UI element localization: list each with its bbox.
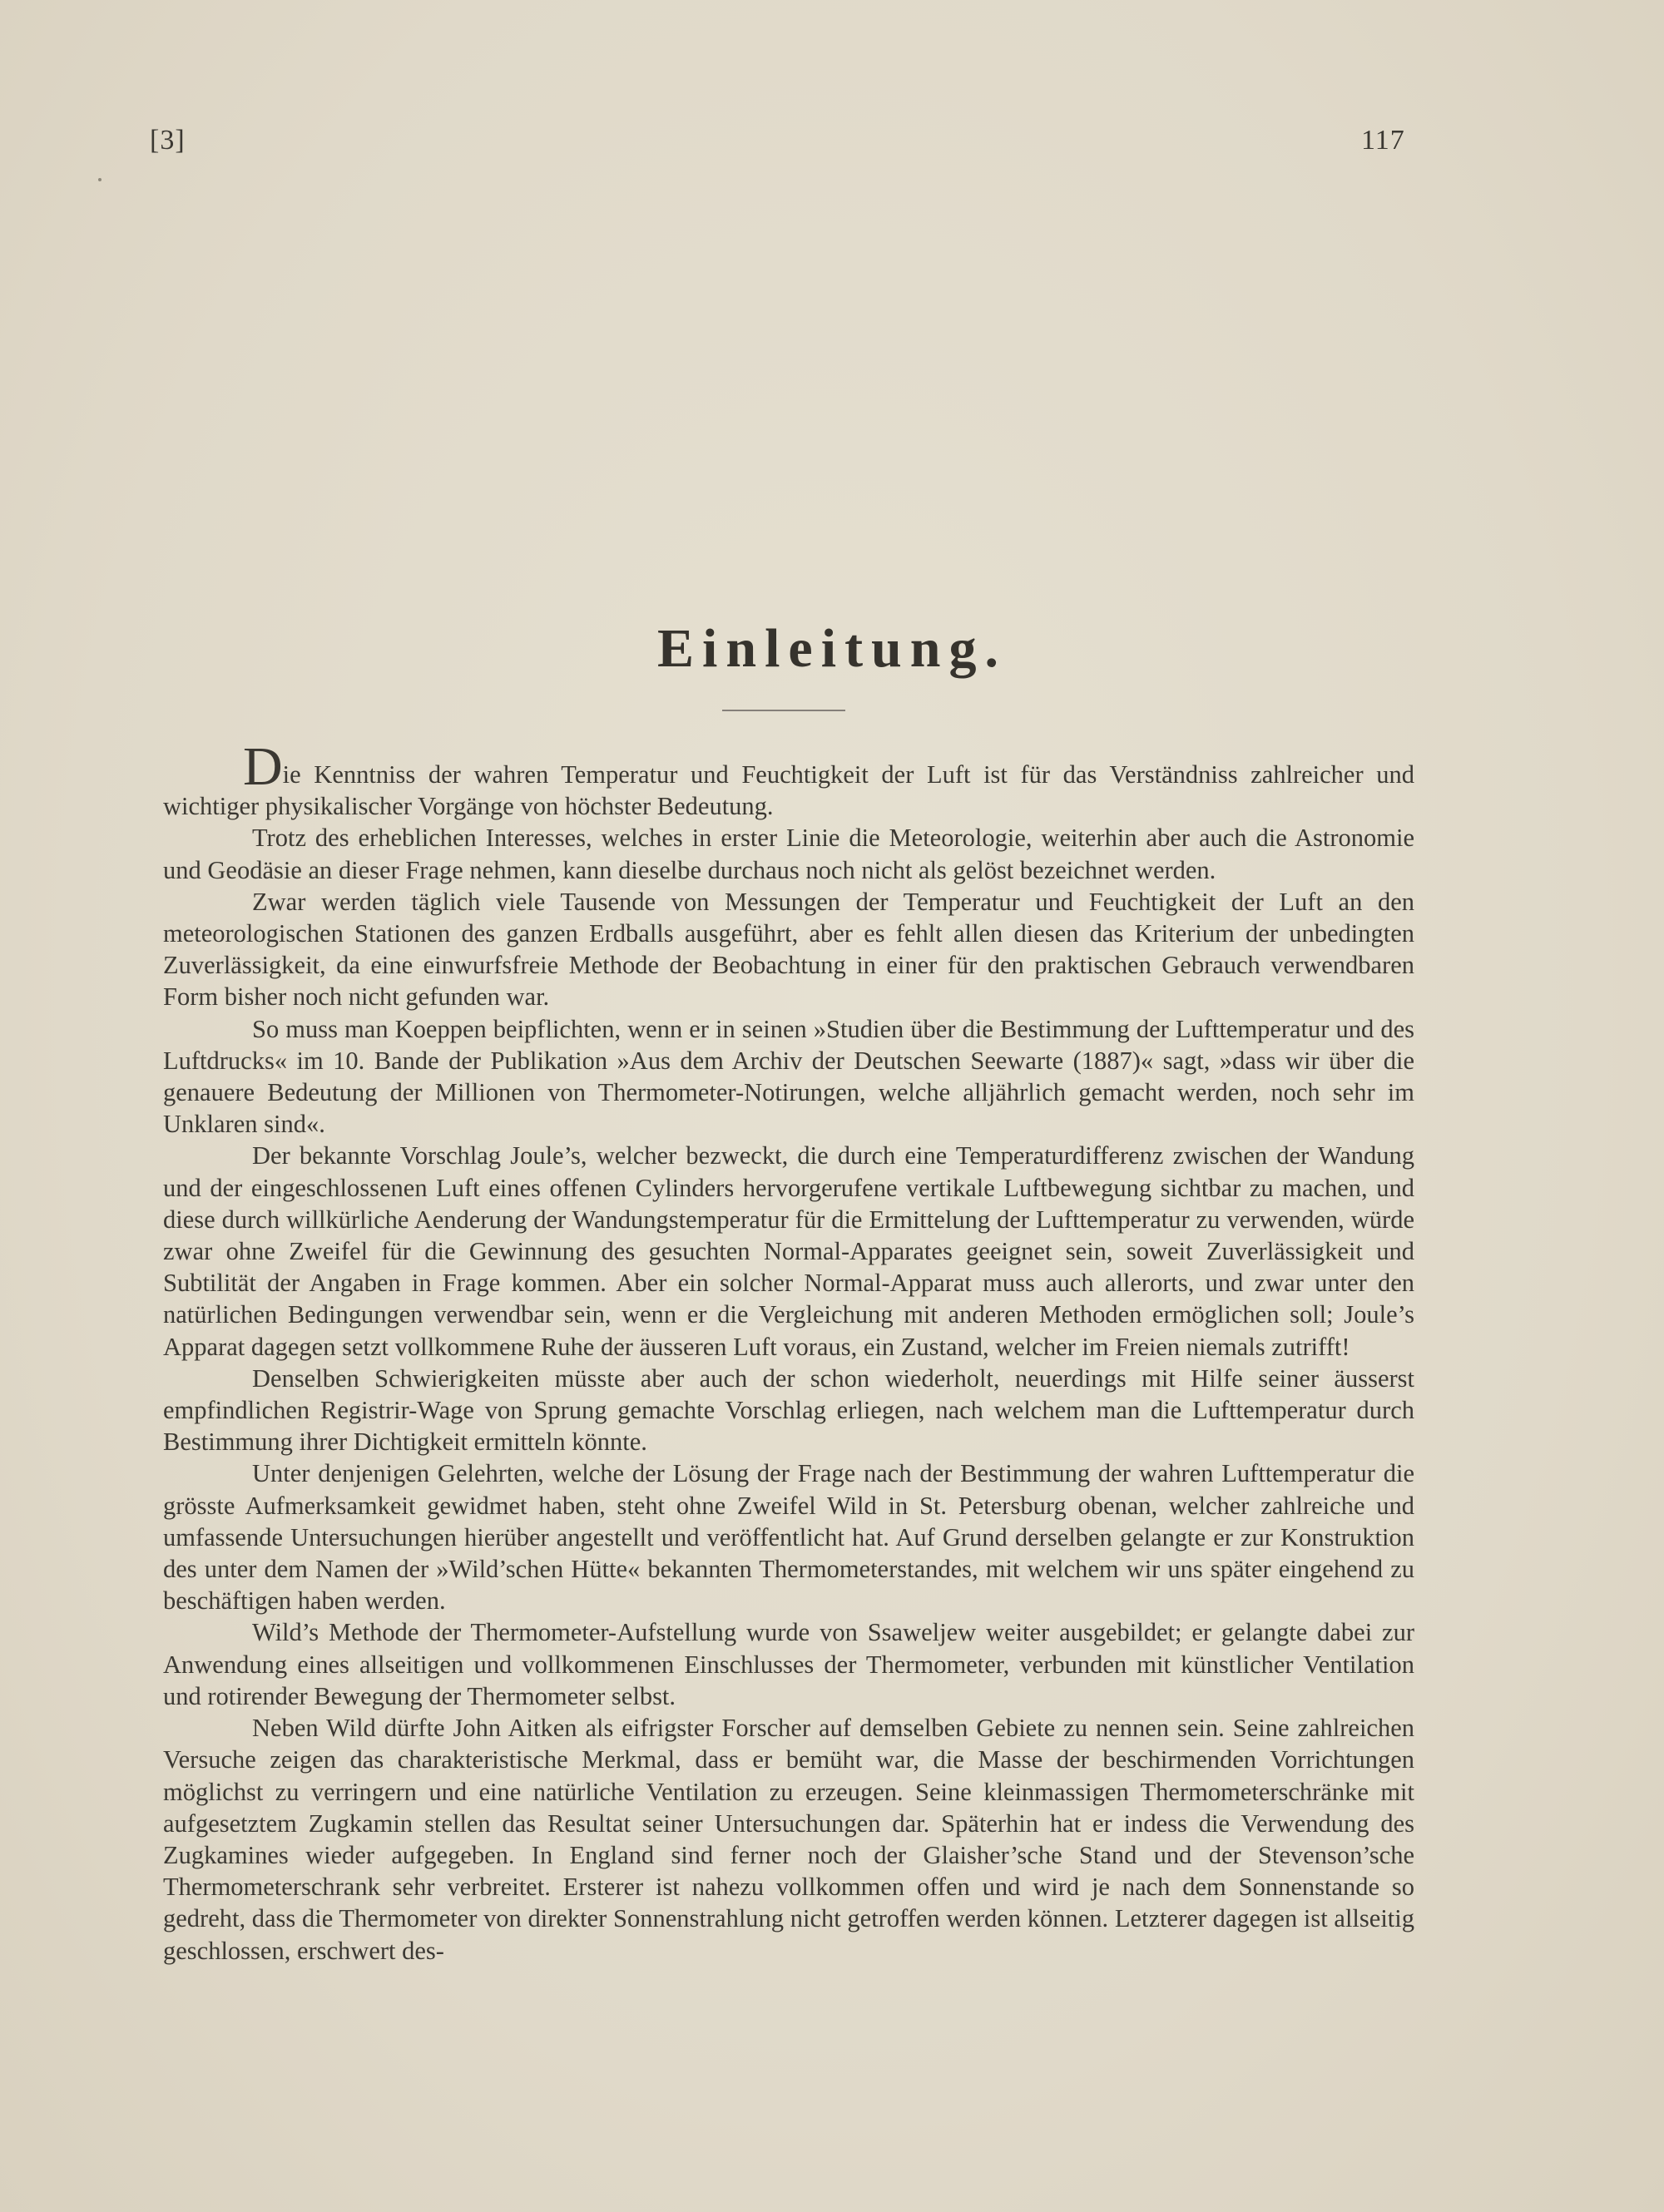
paragraph	[163, 736, 1414, 822]
paragraph: Unter denjenigen Gelehrten, welche der Lösung der Frage nach der Bestimmung der wahren Lufttemperatur die grösste Aufmerksamkeit gewidmet haben, steht ohne Zweifel Wild in St. Petersburg obenan, welcher zahlreiche und umfassende Untersuchungen hierüber angestellt und veröffentlicht hat. Auf Grund derselben gelangte er zur Konstruktion des unter dem Namen der »Wild’schen Hütte« bekannten Thermometerstandes, mit welchem wir uns später eingehend zu beschäftigen haben werden.	[163, 1459, 1414, 1616]
page-number: 117	[1361, 125, 1405, 156]
chapter-title: Einleitung.	[657, 618, 1007, 679]
title-rule	[722, 710, 845, 711]
paragraph: Neben Wild dürfte John Aitken als eifrigster Forscher auf demselben Gebiete zu nennen sein. Seine zahlreichen Versuche zeigen das charakteristische Merkmal, dass er bemüht war, die Masse der beschirmenden Vorrichtungen möglichst zu verringern und eine natürliche Ventilation zu erzeugen. Seine kleinmassigen Thermometerschränke mit aufgesetztem Zugkamin stellen das Resultat seiner Untersuchungen dar. Späterhin hat er indess die Verwendung des Zugkamines wieder aufgegeben. In England sind ferner noch der Glaisher’sche Stand und der Stevenson’sche Thermometerschrank sehr verbreitet. Ersterer ist nahezu vollkommen offen und wird je nach dem Sonnenstande so gedreht, dass die Thermometer von direkter Sonnenstrahlung nicht getroffen werden können. Letzterer dagegen ist allseitig geschlossen, erschwert des-	[163, 1714, 1414, 1965]
paragraph: Denselben Schwierigkeiten müsste aber auch der schon wiederholt, neuerdings mit Hilfe seiner äusserst empfindlichen Registrir-Wage von Sprung gemachte Vorschlag erliegen, nach welchem man die Lufttemperatur durch Bestimmung ihrer Dichtigkeit ermitteln könnte.	[163, 1363, 1414, 1457]
section-mark: [3]	[150, 125, 186, 156]
paragraph-text: ie Kenntniss der wahren Temperatur und Feuchtigkeit der Luft ist für das Verständniss zahlreicher und wichtiger physikalischer Vorgänge von höchster Bedeutung.	[163, 760, 1414, 821]
initial-letter: D	[243, 736, 283, 797]
paragraph: Wild’s Methode der Thermometer-Aufstellung wurde von Ssaweljew weiter ausgebildet; er gelangte dabei zur Anwendung eines allseitigen und vollkommenen Einschlusses der Thermometer, verbunden mit künstlicher Ventilation und rotirender Bewegung der Thermometer selbst.	[163, 1618, 1414, 1710]
paper-speck	[98, 178, 102, 181]
body-text	[163, 736, 1414, 1967]
paragraph: Zwar werden täglich viele Tausende von Messungen der Temperatur und Feuchtigkeit der Luft an den meteorologischen Stationen des ganzen Erdballs ausgeführt, aber es fehlt allen diesen das Kriterium der unbedingten Zuverlässigkeit, da eine einwurfsfreie Methode der Beobachtung in einer für den praktischen Gebrauch verwendbaren Form bisher noch nicht gefunden war.	[163, 887, 1414, 1012]
paragraph: Der bekannte Vorschlag Joule’s, welcher bezweckt, die durch eine Temperaturdifferenz zwischen der Wandung und der eingeschlossenen Luft eines offenen Cylinders hervorgerufene vertikale Luftbewegung sichtbar zu machen, und diese durch willkürliche Aenderung der Wandungstemperatur für die Ermittelung der Lufttemperatur zu verwenden, würde zwar ohne Zweifel für die Gewinnung des gesuchten Normal-Apparates geeignet sein, soweit Zuverlässigkeit und Subtilität der Angaben in Frage kommen. Aber ein solcher Normal-Apparat muss auch allerorts, und zwar unter den natürlichen Bedingungen verwendbar sein, wenn er die Vergleichung mit anderen Methoden ermöglichen soll; Joule’s Apparat dagegen setzt vollkommene Ruhe der äusseren Luft voraus, ein Zustand, welcher im Freien niemals zutrifft!	[163, 1141, 1414, 1361]
paragraph: Trotz des erheblichen Interesses, welches in erster Linie die Meteorologie, weiterhin aber auch die Astronomie und Geodäsie an dieser Frage nehmen, kann dieselbe durchaus noch nicht als gelöst bezeichnet werden.	[163, 824, 1414, 884]
paragraph: So muss man Koeppen beipflichten, wenn er in seinen »Studien über die Bestimmung der Lufttemperatur und des Luftdrucks« im 10. Bande der Publikation »Aus dem Archiv der Deutschen Seewarte (1887)« sagt, »dass wir über die genauere Bedeutung der Millionen von Thermometer-Notirungen, welche alljährlich gemacht werden, noch sehr im Unklaren sind«.	[163, 1014, 1414, 1139]
